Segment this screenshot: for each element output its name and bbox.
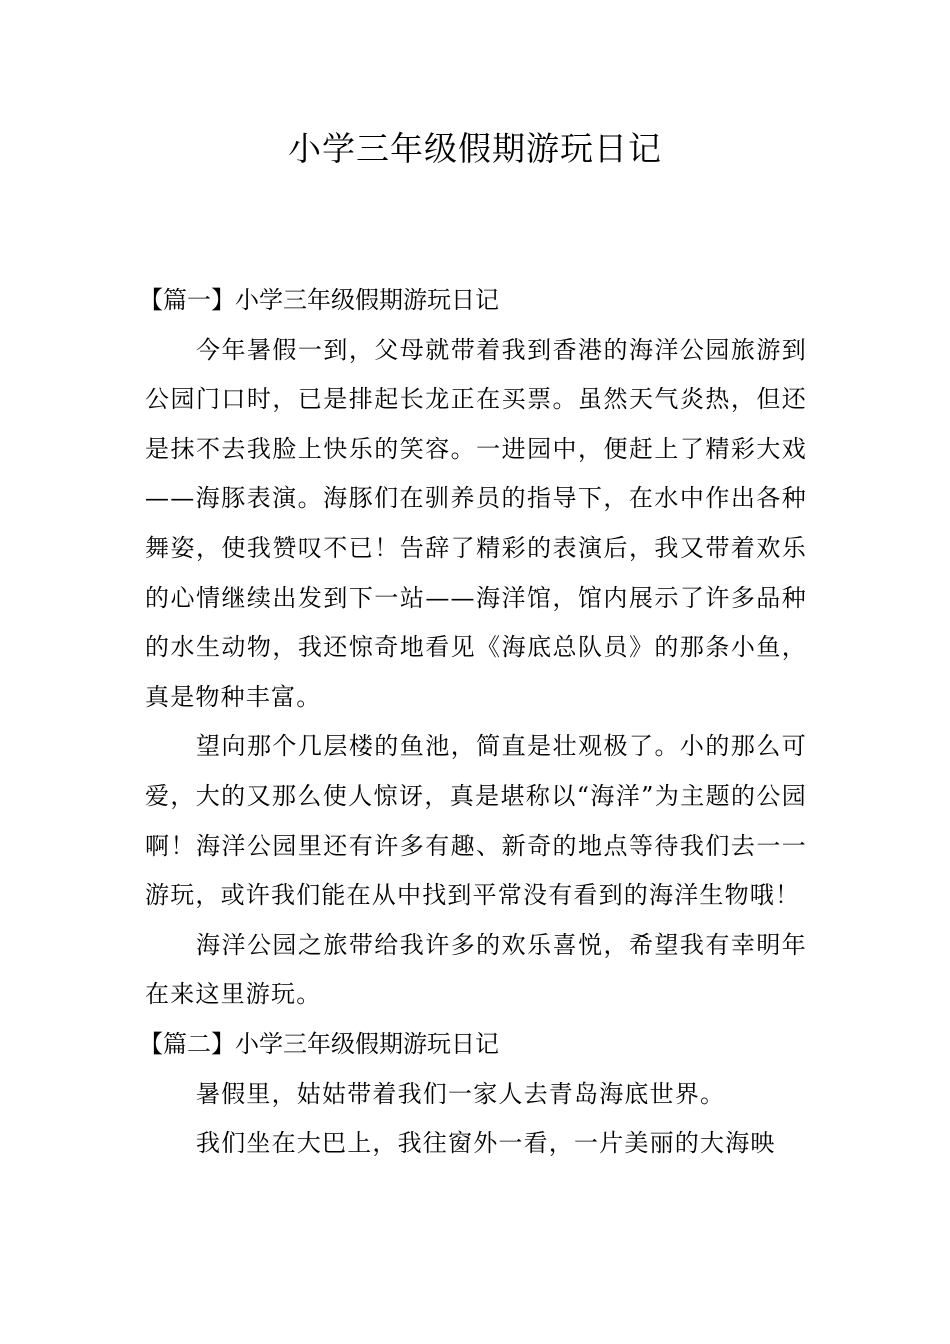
paragraph: 海洋公园之旅带给我许多的欢乐喜悦，希望我有幸明年在来这里游玩。 [145, 930, 807, 1009]
paragraph: 望向那个几层楼的鱼池，简直是壮观极了。小的那么可爱，大的又那么使人惊讶，真是堪称以“海洋”为主题的公园啊！海洋公园里还有许多有趣、新奇的地点等待我们去一一游玩，或许我们能在从中找到平常没有看到的海洋生物哦！ [145, 732, 807, 910]
section-heading: 【篇一】小学三年级假期游玩日记 [139, 286, 499, 314]
paragraph: 暑假里，姑姑带着我们一家人去青岛海底世界。 [196, 1079, 726, 1108]
document-title: 小学三年级假期游玩日记 [288, 129, 662, 168]
document-body [139, 276, 807, 1169]
section-heading: 【篇二】小学三年级假期游玩日记 [139, 1029, 499, 1058]
paragraph: 今年暑假一到，父母就带着我到香港的海洋公园旅游到公园门口时，已是排起长龙正在买票。虽然天气炎热，但还是抹不去我脸上快乐的笑容。一进园中，便赶上了精彩大戏——海豚表演。海豚们在驯养员的指导下，在水中作出各种舞姿，使我赞叹不已！告辞了精彩的表演后，我又带着欢乐的心情继续出发到下一站——海洋馆，馆内展示了许多品种的水生动物，我还惊奇地看见《海底总队员》的那条小鱼，真是物种丰富。 [145, 335, 807, 711]
section-2 [139, 1020, 807, 1169]
paragraph: 我们坐在大巴上，我往窗外一看，一片美丽的大海映 [196, 1129, 776, 1158]
section-1 [139, 276, 807, 1020]
